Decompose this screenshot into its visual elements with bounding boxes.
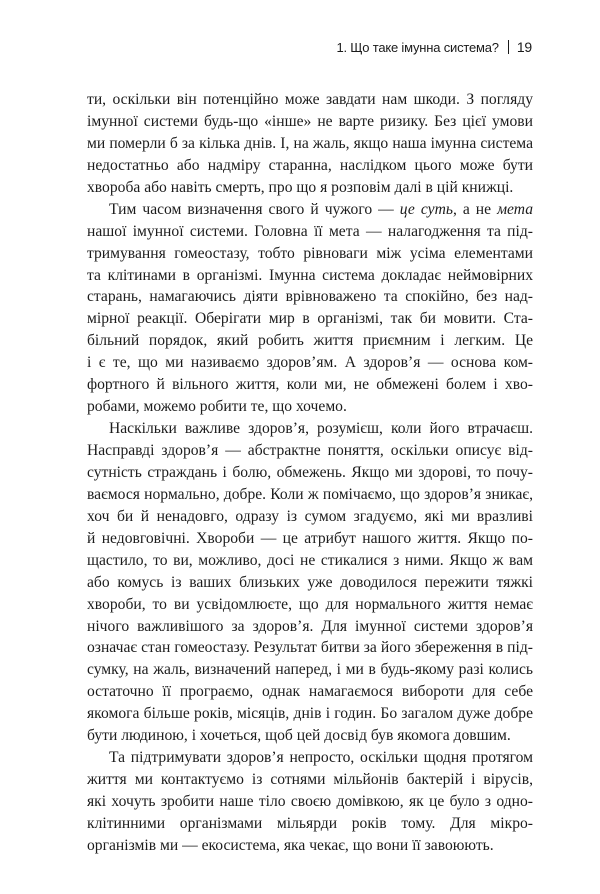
- text-run: щастило, то ви, можливо, досі не стикалися з ними. Якщо ж вам: [87, 551, 533, 569]
- text-line: [87, 506, 533, 528]
- text-run: ваємося нормально, добре. Коли ж помічаємо, що здоров’я зникає,: [87, 485, 533, 503]
- text-line: [87, 440, 533, 462]
- text-run: хвороби, то ви усвідомлюєте, що для нормального життя немає: [87, 595, 533, 613]
- text-run: або комусь із ваших близьких уже доводилося пережити тяжкі: [87, 573, 533, 591]
- text-line: [87, 725, 533, 747]
- text-run: робами, можемо робити те, що хочемо.: [87, 398, 347, 416]
- text-line: [87, 133, 533, 155]
- paragraph: [87, 199, 533, 418]
- text-run: сумку, на жаль, визначений наперед, і ми в будь-якому разі колись: [87, 661, 533, 679]
- text-run: хоч би й ненадовго, одразу із сумом згадуємо, які ми вразливі: [87, 507, 533, 525]
- text-line: [87, 374, 533, 396]
- text-line: [87, 462, 533, 484]
- text-run: означає стан гомеостазу. Результат битви за його збереження в під-: [87, 639, 533, 657]
- text-run: недостатньо або надміру старанна, наслідком цього може бути: [87, 156, 533, 174]
- text-line: [87, 813, 533, 835]
- text-line: [87, 681, 533, 703]
- text-run: хвороба або навіть смерть, про що я розповім далі в цій книжці.: [87, 178, 514, 196]
- text-run: які хочуть зробити наше тіло своєю домівкою, як це було з одно-: [87, 793, 533, 810]
- body-text: [87, 89, 533, 857]
- text-line: [87, 330, 533, 352]
- chapter-title: 1. Що таке імунна система?: [336, 39, 499, 55]
- running-head: [336, 39, 532, 55]
- page-number: 19: [516, 39, 532, 55]
- text-run: й недовговічні. Хвороби — це атрибут нашого життя. Якщо по-: [87, 529, 533, 547]
- text-line: [87, 659, 533, 681]
- text-line: [87, 769, 533, 791]
- text-line: [87, 352, 533, 374]
- text-run: Насправді здоров’я — абстрактне поняття, оскільки описує від-: [87, 442, 533, 459]
- header-divider: [508, 40, 509, 54]
- text-run: нашої імунної системи. Головна її мета — налагодження та під-: [87, 222, 533, 240]
- text-run: тримування гомеостазу, тобто рівноваги між усіма елементами: [87, 244, 533, 262]
- text-run: клітинними організмами мільярди років тому. Для мікро-: [87, 814, 533, 832]
- text-line: [87, 616, 533, 638]
- italic-text: мета: [497, 200, 533, 218]
- text-run: фортного й вільного життя, коли ми, не обмежені болем і хво-: [87, 376, 533, 394]
- paragraph: [87, 418, 533, 747]
- text-run: організмів ми — екосистема, яка чекає, що вони її завоюють.: [87, 836, 494, 854]
- text-run: сутність страждань і болю, обмежень. Якщо ми здорові, то почу-: [87, 463, 533, 481]
- text-line: [87, 199, 533, 221]
- text-run: бути людиною, і хочеться, щоб цей досвід був якомога довшим.: [87, 727, 511, 745]
- text-run: і є те, що ми називаємо здоров’ям. А здоров’я — основа ком-: [87, 354, 533, 372]
- text-run: імунної системи будь-що «інше» не варте ризику. Без цієї умови: [87, 112, 533, 130]
- text-line: [87, 396, 533, 418]
- text-run: Наскільки важливе здоров’я, розумієш, коли його втрачаєш.: [109, 420, 533, 438]
- text-run: життя ми контактуємо із сотнями мільйонів бактерій і вірусів,: [87, 771, 533, 789]
- text-line: [87, 418, 533, 440]
- text-run: ти, оскільки він потенційно може завдати нам шкоди. З погляду: [87, 91, 533, 108]
- text-line: [87, 177, 533, 199]
- text-run: мірної реакції. Оберігати мир в організмі, так би мовити. Ста-: [87, 310, 533, 328]
- text-line: [87, 265, 533, 287]
- text-line: [87, 747, 533, 769]
- text-line: [87, 528, 533, 550]
- text-line: [87, 111, 533, 133]
- text-line: [87, 89, 533, 111]
- text-line: [87, 637, 533, 659]
- text-line: [87, 835, 533, 857]
- text-line: [87, 572, 533, 594]
- text-line: [87, 703, 533, 725]
- text-run: , а не: [452, 200, 498, 218]
- text-run: старань, намагаючись діяти врівноважено та спокійно, без над-: [87, 288, 533, 306]
- text-run: Та підтримувати здоров’я непросто, оскільки щодня протягом: [109, 749, 533, 767]
- text-line: [87, 594, 533, 616]
- text-run: більний порядок, який робить життя приємним і легким. Це: [87, 332, 533, 350]
- italic-text: це суть: [399, 200, 453, 218]
- paragraph: [87, 89, 533, 199]
- paragraph: [87, 747, 533, 857]
- text-line: [87, 308, 533, 330]
- text-line: [87, 484, 533, 506]
- text-line: [87, 791, 533, 813]
- text-run: Тим часом визначення свого й чужого —: [109, 200, 400, 218]
- text-line: [87, 550, 533, 572]
- text-run: якомога більше років, місяців, днів і годин. Бо загалом дуже добре: [87, 705, 533, 723]
- text-line: [87, 155, 533, 177]
- text-line: [87, 286, 533, 308]
- text-run: та клітинами в організмі. Імунна система докладає неймовірних: [87, 266, 533, 284]
- text-run: остаточно її програємо, однак намагаємося вибороти для себе: [87, 683, 533, 701]
- text-run: ми померли б за кілька днів. І, на жаль, якщо наша імунна система: [87, 134, 533, 152]
- text-line: [87, 221, 533, 243]
- text-run: нічого важливішого за здоров’я. Для імунної системи здоров’я: [87, 617, 533, 635]
- text-line: [87, 243, 533, 265]
